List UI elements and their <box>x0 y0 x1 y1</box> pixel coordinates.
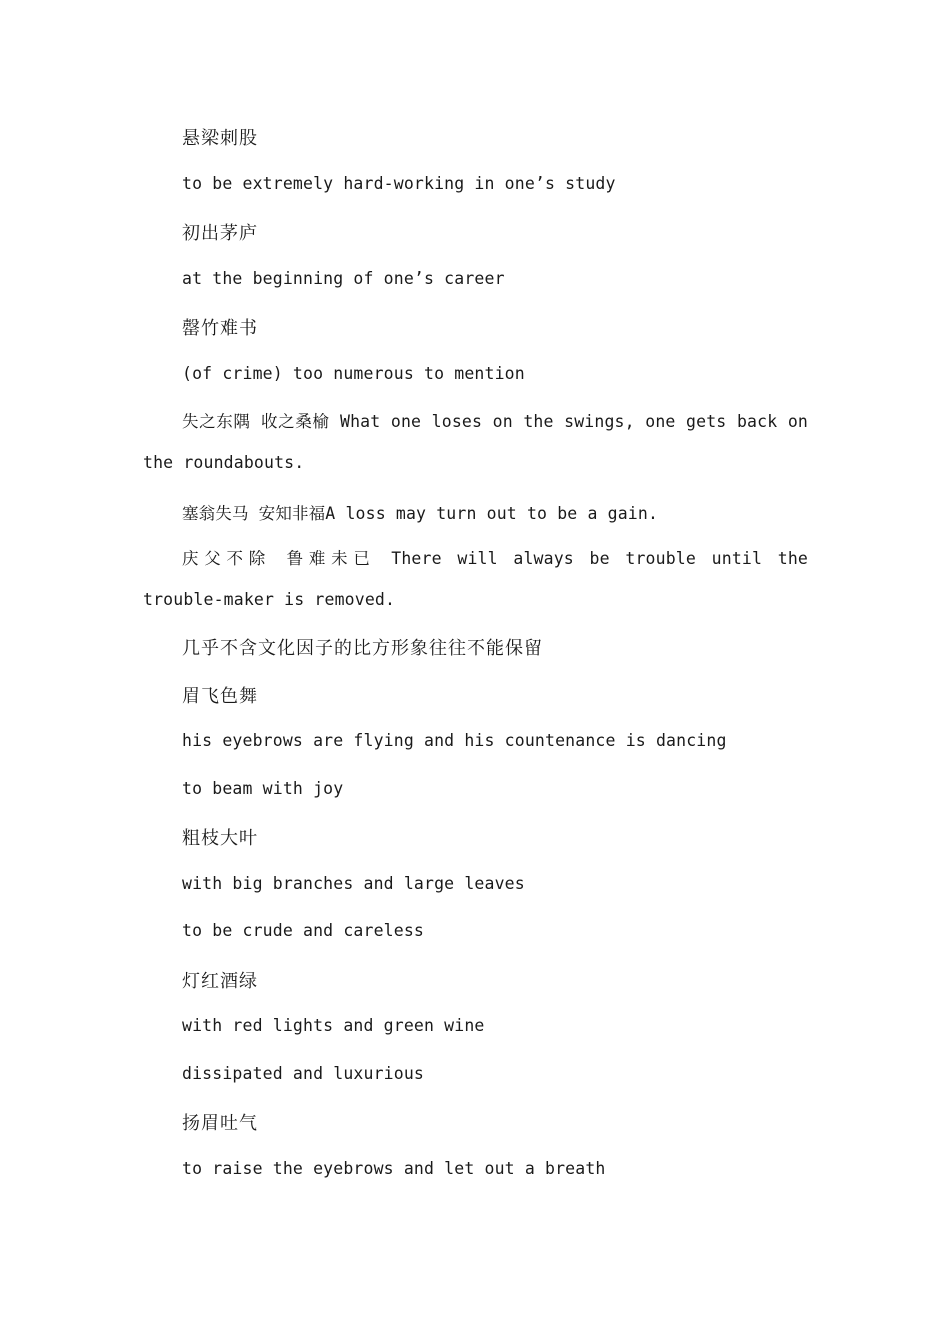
idiom-proverb-paragraph: 塞翁失马 安知非福A loss may turn out to be a gain. <box>182 504 659 523</box>
section-heading: 几乎不含文化因子的比方形象往往不能保留 <box>182 638 543 659</box>
idiom-literal: to raise the eyebrows and let out a breath <box>182 1159 606 1178</box>
idiom-chinese: 粗枝大叶 <box>182 828 258 849</box>
idiom-proverb-paragraph: 失之东隅 收之桑榆 What one loses on the swings, one gets back on the roundabouts. <box>143 412 808 472</box>
idiom-english: dissipated and luxurious <box>182 1064 425 1083</box>
idiom-literal: with red lights and green wine <box>182 1016 485 1035</box>
idiom-chinese: 扬眉吐气 <box>182 1113 258 1134</box>
idiom-chinese: 灯红酒绿 <box>182 971 258 992</box>
idiom-chinese: 眉飞色舞 <box>182 686 258 707</box>
idiom-chinese: 初出茅庐 <box>182 223 258 244</box>
idiom-chinese: 悬梁刺股 <box>182 128 258 149</box>
idiom-english: (of crime) too numerous to mention <box>182 364 525 383</box>
idiom-proverb-paragraph: 庆父不除 鲁难未已 There will always be trouble until the trouble-maker is removed. <box>143 549 808 609</box>
idiom-literal: his eyebrows are flying and his countenance is dancing <box>182 731 727 750</box>
idiom-english: to be crude and careless <box>182 921 425 940</box>
idiom-english: to beam with joy <box>182 779 344 798</box>
idiom-chinese: 罄竹难书 <box>182 318 258 339</box>
idiom-english: at the beginning of one’s career <box>182 269 505 288</box>
idiom-english: to be extremely hard-working in one’s study <box>182 174 616 193</box>
idiom-literal: with big branches and large leaves <box>182 874 525 893</box>
